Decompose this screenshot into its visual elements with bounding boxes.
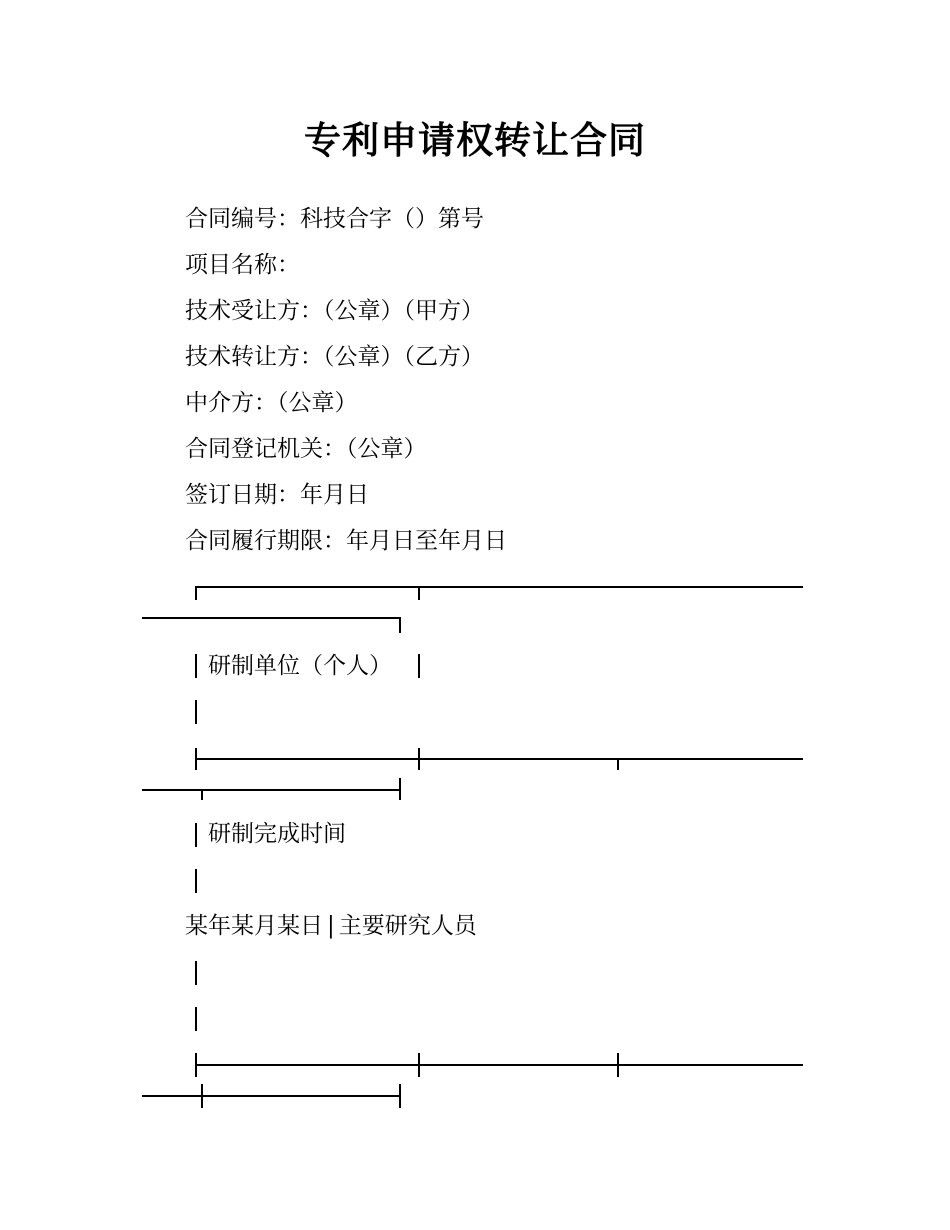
cell-border-right — [418, 654, 420, 678]
cell-border-left — [195, 654, 197, 678]
intermediary-line: 中介方：（公章） — [185, 390, 358, 416]
cell-border-left — [195, 1007, 197, 1031]
cell-border-left — [195, 700, 197, 724]
cell-border-left — [195, 961, 197, 985]
registration-authority-line: 合同登记机关：（公章） — [185, 436, 427, 462]
completion-time-label: 研制完成时间 — [208, 821, 346, 847]
signing-date-line: 签订日期：年月日 — [185, 482, 369, 508]
transferor-line: 技术转让方：（公章）（乙方） — [185, 344, 484, 370]
project-name-line: 项目名称： — [185, 252, 300, 278]
completion-date-value: 某年某月某日 — [185, 913, 323, 939]
cell-border-left — [195, 869, 197, 893]
cell-separator: | — [327, 913, 335, 939]
performance-period-line: 合同履行期限：年月日至年月日 — [185, 528, 507, 554]
row3-line — [185, 911, 477, 941]
developer-unit-label: 研制单位（个人） — [208, 653, 392, 679]
contract-number-line: 合同编号：科技合字（）第号 — [185, 206, 484, 232]
main-researchers-label: 主要研究人员 — [338, 913, 477, 939]
transferee-line: 技术受让方：（公章）（甲方） — [185, 298, 484, 324]
document-title: 专利申请权转让合同 — [304, 119, 646, 162]
cell-border-left — [195, 823, 197, 847]
